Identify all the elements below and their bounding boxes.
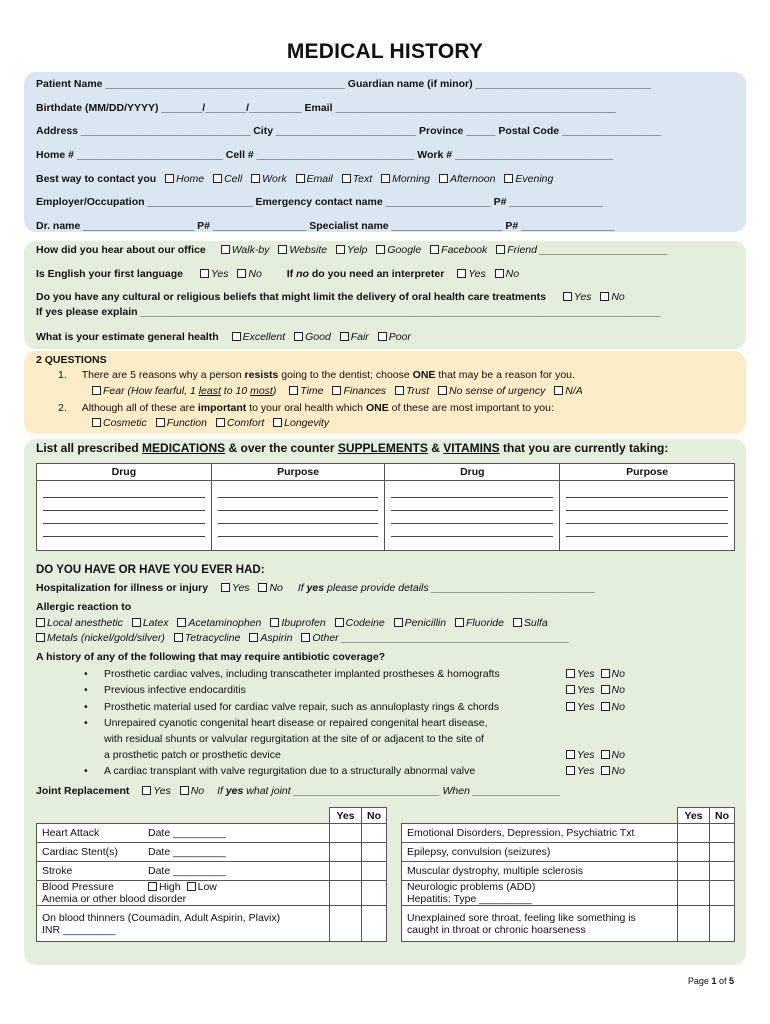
hospitalization-label: Hospitalization for illness or injury xyxy=(36,582,209,594)
question-1 xyxy=(58,369,575,381)
heading-text: & over the counter xyxy=(225,441,338,455)
question-text: to your oral health which xyxy=(246,402,366,414)
yn-group xyxy=(560,749,625,761)
interp-label: do you need an interpreter xyxy=(308,268,445,280)
no-cell[interactable] xyxy=(362,862,387,881)
option-label: ) xyxy=(272,385,277,397)
option-label: Function xyxy=(166,417,207,429)
option-label: Acetaminophen xyxy=(188,617,262,629)
table-row xyxy=(37,881,387,906)
bp-low-checkbox[interactable] xyxy=(187,882,196,891)
option-label: Google xyxy=(387,244,422,256)
option-label: Ibuprofen xyxy=(281,617,326,629)
address-line[interactable]: Address _____________________________ City ________________________ Province _____ Postal Code _________________ xyxy=(36,125,662,137)
option-label: No xyxy=(269,582,283,594)
heading-text: List all prescribed xyxy=(36,441,143,455)
option-label: Yes xyxy=(468,268,486,280)
contact-work-checkbox[interactable] xyxy=(251,174,260,183)
condition-cell: Emotional Disorders, Depression, Psychiatric Txt xyxy=(402,824,678,843)
option-label: Evening xyxy=(515,173,554,185)
doctor-line[interactable]: Dr. name ___________________ P# ________________ Specialist name ___________________ P# ________________ xyxy=(36,220,615,232)
yes-checkbox[interactable] xyxy=(566,766,575,775)
yes-cell[interactable] xyxy=(330,862,362,881)
urgency-checkbox[interactable] xyxy=(438,386,447,395)
option-label: No xyxy=(248,268,262,280)
contact-text-checkbox[interactable] xyxy=(342,174,351,183)
yn-group xyxy=(560,701,625,713)
comfort-checkbox[interactable] xyxy=(216,418,225,427)
condition-label: Unexplained sore throat, feeling like something is xyxy=(407,911,636,924)
table-row xyxy=(402,862,735,881)
yes-header: Yes xyxy=(678,808,710,824)
excellent-checkbox[interactable] xyxy=(232,332,241,341)
hosp-details[interactable]: please provide details ____________________________ xyxy=(324,582,596,594)
hospitalization-line xyxy=(36,582,595,594)
page-total: 5 xyxy=(728,976,734,986)
metals-checkbox[interactable] xyxy=(36,633,45,642)
hear-about-line xyxy=(36,244,668,256)
option-label: Excellent xyxy=(242,331,286,343)
other-allergy-checkbox[interactable] xyxy=(301,633,310,642)
question-text: There are 5 reasons why a person xyxy=(81,369,245,381)
yes-checkbox[interactable] xyxy=(566,750,575,759)
hosp-yes-checkbox[interactable] xyxy=(221,583,230,592)
option-label: Website xyxy=(289,244,328,256)
option-label: No xyxy=(611,291,625,303)
function-checkbox[interactable] xyxy=(156,418,165,427)
option-label: High xyxy=(159,881,181,893)
yn-group xyxy=(560,668,625,680)
option-label: Email xyxy=(306,173,333,185)
yelp-checkbox[interactable] xyxy=(336,245,345,254)
contact-morning-checkbox[interactable] xyxy=(381,174,390,183)
yn-group xyxy=(560,684,625,696)
no-cell[interactable] xyxy=(710,862,735,881)
option-label: No xyxy=(611,749,625,761)
finances-checkbox[interactable] xyxy=(332,386,341,395)
option-label: Longevity xyxy=(284,417,330,429)
contact-evening-checkbox[interactable] xyxy=(504,174,513,183)
option-label: Codeine xyxy=(345,617,385,629)
page-text: Page xyxy=(687,976,712,986)
drug-column[interactable] xyxy=(37,481,212,551)
heading-text: SUPPLEMENTS xyxy=(337,441,428,455)
condition-label: On blood thinners (Coumadin, Adult Aspirin, Plavix) xyxy=(42,911,281,924)
bullet-continuation: with residual shunts or valvular regurgitation at the site of or adjacent to the site of xyxy=(104,733,484,745)
heading-text: that you are currently taking: xyxy=(499,441,669,455)
joint-details[interactable]: what joint _________________________ When _______________ xyxy=(243,785,561,797)
hosp-details: yes xyxy=(306,582,325,594)
condition-cell xyxy=(37,824,330,843)
bullet-item: • Unrepaired cyanotic congenital heart disease or repaired congenital heart disease, xyxy=(104,717,488,729)
question-text: ONE xyxy=(412,369,436,381)
employer-line[interactable]: Employer/Occupation __________________ Emergency contact name __________________ P# ________________ xyxy=(36,196,603,208)
option-label: least xyxy=(198,385,221,397)
tetracycline-checkbox[interactable] xyxy=(174,633,183,642)
bullet-item: • A cardiac transplant with valve regurgitation due to a structurally abnormal valve xyxy=(104,765,475,777)
no-checkbox[interactable] xyxy=(601,766,610,775)
condition-cell: Muscular dystrophy, multiple sclerosis xyxy=(402,862,678,881)
history-heading: DO YOU HAVE OR HAVE YOU EVER HAD: xyxy=(36,564,265,576)
no-cell[interactable] xyxy=(710,906,735,942)
heading-text: & xyxy=(427,441,444,455)
option-label: Fear (How fearful, 1 xyxy=(103,385,199,397)
local-anesthetic-checkbox[interactable] xyxy=(36,618,45,627)
condition-cell xyxy=(37,881,330,906)
no-cell[interactable] xyxy=(362,881,387,906)
latex-checkbox[interactable] xyxy=(132,618,141,627)
option-label: No xyxy=(611,668,625,680)
option-label: Home xyxy=(176,173,205,185)
purpose-header: Purpose xyxy=(211,464,385,481)
contact-cell-checkbox[interactable] xyxy=(213,174,222,183)
trust-checkbox[interactable] xyxy=(395,386,404,395)
time-checkbox[interactable] xyxy=(289,386,298,395)
table-row xyxy=(37,824,387,843)
yes-cell[interactable] xyxy=(678,843,710,862)
condition-label: Heart Attack xyxy=(42,827,100,839)
yes-cell[interactable] xyxy=(330,843,362,862)
allergy-row-1 xyxy=(36,617,548,629)
option-label: Yes xyxy=(577,765,595,777)
yes-checkbox[interactable] xyxy=(566,669,575,678)
health-label: What is your estimate general health xyxy=(36,331,219,343)
yn-group xyxy=(560,765,625,777)
medications-heading xyxy=(36,441,668,455)
option-label: Sulfa xyxy=(523,617,548,629)
fair-checkbox[interactable] xyxy=(340,332,349,341)
option-label: No xyxy=(505,268,520,280)
option-label: Yes xyxy=(573,291,592,303)
yes-cell[interactable] xyxy=(330,881,362,906)
option-label: No xyxy=(611,765,625,777)
no-cell[interactable] xyxy=(710,881,735,906)
allergy-row-2 xyxy=(36,632,569,644)
interpreter-no-checkbox[interactable] xyxy=(495,269,504,278)
page-current: 1 xyxy=(711,976,717,986)
yes-cell[interactable] xyxy=(330,824,362,843)
question-text: that may be a reason for you. xyxy=(435,369,575,381)
no-header: No xyxy=(362,808,387,824)
option-label: No xyxy=(190,785,205,797)
english-label: Is English your first language xyxy=(36,268,184,280)
interpreter-yes-checkbox[interactable] xyxy=(457,269,466,278)
interp-label: If xyxy=(286,268,297,280)
google-checkbox[interactable] xyxy=(376,245,385,254)
option-label: Yes xyxy=(232,582,250,594)
heading-text: VITAMINS xyxy=(443,441,500,455)
condition-label: Blood Pressure xyxy=(42,881,114,893)
purpose-column[interactable] xyxy=(560,481,735,551)
fluoride-checkbox[interactable] xyxy=(455,618,464,627)
question-1-options xyxy=(92,385,583,397)
option-label: Yes xyxy=(210,268,229,280)
interp-label: no xyxy=(296,268,309,280)
option-label: Yes xyxy=(153,785,171,797)
walk-by-checkbox[interactable] xyxy=(221,245,230,254)
question-2-options xyxy=(92,417,329,429)
friend-checkbox[interactable] xyxy=(496,245,505,254)
codeine-checkbox[interactable] xyxy=(335,618,344,627)
beliefs-label: Do you have any cultural or religious beliefs that might limit the delivery of oral health care treatments xyxy=(36,291,546,303)
option-label: Aspirin xyxy=(260,632,293,644)
question-2 xyxy=(58,402,554,414)
acetaminophen-checkbox[interactable] xyxy=(177,618,186,627)
joint-replacement-line xyxy=(36,785,560,797)
option-label: Good xyxy=(305,331,331,343)
hosp-details: If xyxy=(297,582,307,594)
no-cell[interactable] xyxy=(362,906,387,942)
bullet-continuation: a prosthetic patch or prosthetic device xyxy=(104,749,281,761)
option-label: Yes xyxy=(577,749,595,761)
penicillin-checkbox[interactable] xyxy=(394,618,403,627)
option-label: Metals (nickel/gold/silver) xyxy=(47,632,165,644)
yes-checkbox[interactable] xyxy=(566,702,575,711)
drug-header: Drug xyxy=(385,464,560,481)
purpose-header: Purpose xyxy=(560,464,735,481)
question-text: ONE xyxy=(365,402,389,414)
yes-cell[interactable] xyxy=(678,824,710,843)
blank-header xyxy=(37,808,330,824)
yes-cell[interactable] xyxy=(678,906,710,942)
beliefs-line xyxy=(36,291,625,303)
option-label: Latex xyxy=(142,617,169,629)
option-label: Poor xyxy=(388,331,411,343)
date-field[interactable]: Date _________ xyxy=(148,865,226,877)
option-label: No xyxy=(611,684,625,696)
option-label: Afternoon xyxy=(449,173,496,185)
beliefs-no-checkbox[interactable] xyxy=(600,292,609,301)
condition-label: Neurologic problems (ADD) xyxy=(407,881,536,893)
no-checkbox[interactable] xyxy=(601,669,610,678)
yes-cell[interactable] xyxy=(678,881,710,906)
no-checkbox[interactable] xyxy=(601,685,610,694)
explain-line[interactable]: If yes please explain _________________________________________________________________________________________ xyxy=(36,306,661,318)
option-label: Time xyxy=(300,385,324,397)
facebook-checkbox[interactable] xyxy=(430,245,439,254)
english-yes-checkbox[interactable] xyxy=(200,269,209,278)
question-text: going to the dentist; choose xyxy=(278,369,413,381)
option-label: Local anesthetic xyxy=(47,617,123,629)
option-label: Text xyxy=(352,173,373,185)
na-checkbox[interactable] xyxy=(554,386,563,395)
option-label: Yes xyxy=(577,668,595,680)
bullet-item: • Prosthetic material used for cardiac valve repair, such as annuloplasty rings & chords xyxy=(104,701,499,713)
condition-cell xyxy=(402,906,678,942)
option-label[interactable]: Other _______________________________________ xyxy=(312,632,570,644)
option-label: Fluoride xyxy=(466,617,504,629)
joint-yes-checkbox[interactable] xyxy=(142,786,151,795)
contact-label: Best way to contact you xyxy=(36,173,157,185)
drug-header: Drug xyxy=(37,464,212,481)
yes-checkbox[interactable] xyxy=(566,685,575,694)
no-cell[interactable] xyxy=(710,843,735,862)
date-field[interactable]: Date _________ xyxy=(148,846,226,858)
table-row xyxy=(402,881,735,906)
english-line xyxy=(36,268,519,280)
page-number xyxy=(688,976,734,986)
allergic-label: Allergic reaction to xyxy=(36,601,132,613)
hosp-no-checkbox[interactable] xyxy=(258,583,267,592)
option-label: Finances xyxy=(343,385,387,397)
condition-cell xyxy=(37,862,330,881)
conditions-table-right xyxy=(401,807,735,942)
option-label: most xyxy=(250,385,273,397)
option-label: Yelp xyxy=(347,244,368,256)
option-label: Morning xyxy=(392,173,431,185)
contact-afternoon-checkbox[interactable] xyxy=(439,174,448,183)
question-text: Although all of these are xyxy=(81,402,198,414)
contact-method-line xyxy=(36,173,553,185)
question-text: of these are most important to you: xyxy=(388,402,554,414)
condition-label: Anemia or other blood disorder xyxy=(42,893,187,905)
no-header: No xyxy=(710,808,735,824)
longevity-checkbox[interactable] xyxy=(273,418,282,427)
table-row xyxy=(402,906,735,942)
good-checkbox[interactable] xyxy=(294,332,303,341)
option-label: Comfort xyxy=(226,417,265,429)
option-label: Walk-by xyxy=(231,244,270,256)
poor-checkbox[interactable] xyxy=(378,332,387,341)
aspirin-checkbox[interactable] xyxy=(249,633,258,642)
option-label: Trust xyxy=(405,385,430,397)
joint-details: If xyxy=(217,785,226,797)
heading-text: MEDICATIONS xyxy=(142,441,226,455)
page-text: of xyxy=(716,976,729,986)
condition-cell xyxy=(37,843,330,862)
general-health-line xyxy=(36,331,411,343)
table-row xyxy=(37,843,387,862)
condition-cell: Epilepsy, convulsion (seizures) xyxy=(402,843,678,862)
option-label: Tetracycline xyxy=(184,632,241,644)
joint-label: Joint Replacement xyxy=(36,785,130,797)
questions-heading: 2 QUESTIONS xyxy=(36,354,107,366)
no-cell[interactable] xyxy=(362,843,387,862)
patient-name-line[interactable]: Patient Name _________________________________________ Guardian name (if minor) ______________________________ xyxy=(36,78,651,90)
hear-label: How did you hear about our office xyxy=(36,244,206,256)
bp-high-checkbox[interactable] xyxy=(148,882,157,891)
date-field[interactable]: Date _________ xyxy=(148,827,226,839)
question-number: 2. xyxy=(58,402,67,414)
table-row xyxy=(402,824,735,843)
question-text: resists xyxy=(244,369,279,381)
condition-cell xyxy=(402,881,678,906)
phone-line[interactable]: Home # _________________________ Cell # ___________________________ Work # ___________________________ xyxy=(36,149,613,161)
option-label: N/A xyxy=(565,385,583,397)
sulfa-checkbox[interactable] xyxy=(513,618,522,627)
conditions-table-left xyxy=(36,807,387,942)
beliefs-yes-checkbox[interactable] xyxy=(563,292,572,301)
cosmetic-checkbox[interactable] xyxy=(92,418,101,427)
question-number: 1. xyxy=(58,369,67,381)
table-row xyxy=(37,862,387,881)
option-label: Friend ______________________ xyxy=(507,244,669,256)
page-title: MEDICAL HISTORY xyxy=(286,40,484,63)
bullet-item: • Previous infective endocarditis xyxy=(104,684,246,696)
option-label: No sense of urgency xyxy=(449,385,546,397)
inr-field[interactable]: INR _________ xyxy=(42,923,116,936)
condition-cell xyxy=(37,906,330,942)
condition-label: Hepatitis: Type _________ xyxy=(407,893,532,905)
medications-table xyxy=(36,463,735,551)
bullet-item: • Prosthetic cardiac valves, including transcatheter implanted prostheses & homografts xyxy=(104,668,500,680)
contact-home-checkbox[interactable] xyxy=(165,174,174,183)
condition-label: caught in throat or chronic hoarseness xyxy=(407,923,586,936)
website-checkbox[interactable] xyxy=(278,245,287,254)
joint-no-checkbox[interactable] xyxy=(180,786,189,795)
antibiotic-label: A history of any of the following that may require antibiotic coverage? xyxy=(36,651,386,663)
blank-header xyxy=(402,808,678,824)
option-label: Cell xyxy=(224,173,243,185)
option-label: Cosmetic xyxy=(103,417,147,429)
option-label: Fair xyxy=(350,331,369,343)
drug-column[interactable] xyxy=(385,481,560,551)
english-no-checkbox[interactable] xyxy=(237,269,246,278)
table-row xyxy=(37,906,387,942)
birthdate-email-line[interactable]: Birthdate (MM/DD/YYYY) _______/_______/_________ Email ________________________________________________ xyxy=(36,102,616,114)
condition-label: Cardiac Stent(s) xyxy=(42,846,118,858)
no-checkbox[interactable] xyxy=(601,702,610,711)
option-label: Yes xyxy=(577,701,595,713)
contact-email-checkbox[interactable] xyxy=(296,174,305,183)
condition-label: Stroke xyxy=(42,865,73,877)
option-label: Low xyxy=(197,881,217,893)
option-label: Facebook xyxy=(441,244,488,256)
yes-cell[interactable] xyxy=(678,862,710,881)
option-label: No xyxy=(611,701,625,713)
purpose-column[interactable] xyxy=(211,481,385,551)
option-label: Penicillin xyxy=(404,617,447,629)
ibuprofen-checkbox[interactable] xyxy=(270,618,279,627)
option-label: to 10 xyxy=(220,385,251,397)
no-cell[interactable] xyxy=(710,824,735,843)
option-label: Work xyxy=(262,173,287,185)
question-text: important xyxy=(197,402,247,414)
table-row xyxy=(402,843,735,862)
fear-checkbox[interactable] xyxy=(92,386,101,395)
no-checkbox[interactable] xyxy=(601,750,610,759)
yes-header: Yes xyxy=(330,808,362,824)
yes-cell[interactable] xyxy=(330,906,362,942)
option-label: Yes xyxy=(577,684,595,696)
joint-details: yes xyxy=(225,785,244,797)
no-cell[interactable] xyxy=(362,824,387,843)
